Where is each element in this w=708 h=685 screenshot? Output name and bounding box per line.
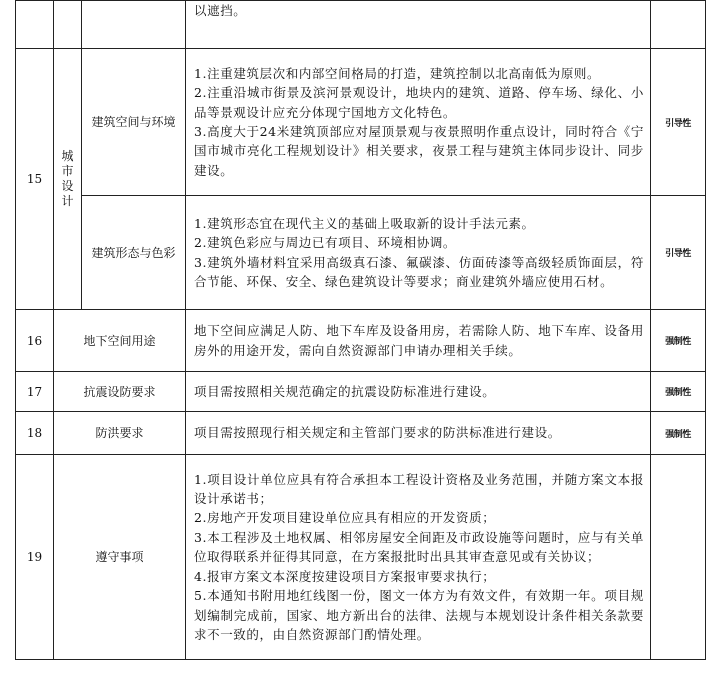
subcategory-label: 建筑形态与色彩 (82, 196, 186, 310)
table-row-16 (16, 310, 706, 372)
requirement-line: 5.本通知书附用地红线图一份，图文一体方为有效文件，有效期一年。项目规划编制完成前，国家、地方新出台的法律、法规与本规划设计条件相关条款要求不一致的，由自然资源部门酌情处理。 (194, 588, 644, 642)
table-row-18 (16, 412, 706, 455)
item-label: 防洪要求 (54, 412, 186, 455)
row-number: 19 (16, 455, 54, 660)
item-label: 抗震设防要求 (54, 372, 186, 412)
cell-empty (16, 1, 54, 49)
item-label: 遵守事项 (54, 455, 186, 660)
planning-conditions-table (15, 0, 706, 660)
requirement-text (186, 49, 651, 196)
requirement-line: 1.注重建筑层次和内部空间格局的打造，建筑控制以北高南低为原则。 (194, 65, 601, 81)
requirement-line: 1.项目设计单位应具有符合承担本工程设计资格及业务范围，并随方案文本报设计承诺书； (194, 471, 644, 507)
requirement-text (186, 455, 651, 660)
table-row-15b (16, 196, 706, 310)
row-number: 16 (16, 310, 54, 372)
requirement-text (186, 196, 651, 310)
requirement-text: 项目需按照相关规范确定的抗震设防标准进行建设。 (186, 372, 651, 412)
requirement-text (186, 1, 651, 49)
row-number: 18 (16, 412, 54, 455)
row-number: 15 (16, 49, 54, 310)
requirement-line: 2.建筑色彩应与周边已有项目、环境相协调。 (194, 235, 457, 251)
category-label: 城市设计 (61, 148, 74, 208)
nature-tag: 强制性 (651, 412, 706, 455)
category-cell (54, 49, 82, 310)
subcategory-label: 建筑空间与环境 (82, 49, 186, 196)
table-row-17 (16, 372, 706, 412)
requirement-line: 2.房地产开发项目建设单位应具有相应的开发资质； (194, 510, 496, 526)
requirement-line: 3.本工程涉及土地权属、相邻房屋安全间距及市政设施等问题时，应与有关单位取得联系并征得其同意，在方案报批时出具其审查意见或有关协议； (194, 529, 644, 565)
requirement-text: 项目需按照现行相关规定和主管部门要求的防洪标准进行建设。 (186, 412, 651, 455)
nature-tag: 强制性 (651, 310, 706, 372)
nature-tag: 引导性 (651, 196, 706, 310)
cell-empty (54, 1, 82, 49)
continued-text: 以遮挡。 (194, 3, 247, 18)
requirement-line: 3.高度大于24米建筑顶部应对屋顶景观与夜景照明作重点设计，同时符合《宁国市城市亮化工程规划设计》相关要求，夜景工程与建筑主体同步设计、同步建设。 (194, 124, 644, 178)
requirement-line: 3.建筑外墙材料宜采用高级真石漆、氟碳漆、仿面砖漆等高级轻质饰面层，符合节能、环保、安全、绿色建筑设计等要求；商业建筑外墙应使用石材。 (194, 254, 644, 289)
item-label: 地下空间用途 (54, 310, 186, 372)
row-number: 17 (16, 372, 54, 412)
nature-tag: 引导性 (651, 49, 706, 196)
cell-empty (82, 1, 186, 49)
nature-tag: 强制性 (651, 372, 706, 412)
table-row-continued (16, 1, 706, 49)
requirement-line: 2.注重沿城市街景及滨河景观设计，地块内的建筑、道路、停车场、绿化、小品等景观设计应充分体现宁国地方文化特色。 (194, 85, 644, 120)
requirement-line: 1.建筑形态宜在现代主义的基础上吸取新的设计手法元素。 (194, 215, 535, 231)
requirement-text: 地下空间应满足人防、地下车库及设备用房，若需除人防、地下车库、设备用房外的用途开发，需向自然资源部门申请办理相关手续。 (186, 310, 651, 372)
table-row-19 (16, 455, 706, 660)
requirement-line: 4.报审方案文本深度按建设项目方案报审要求执行； (194, 568, 496, 584)
cell-empty (651, 455, 706, 660)
cell-empty (651, 1, 706, 49)
table-row-15a (16, 49, 706, 196)
